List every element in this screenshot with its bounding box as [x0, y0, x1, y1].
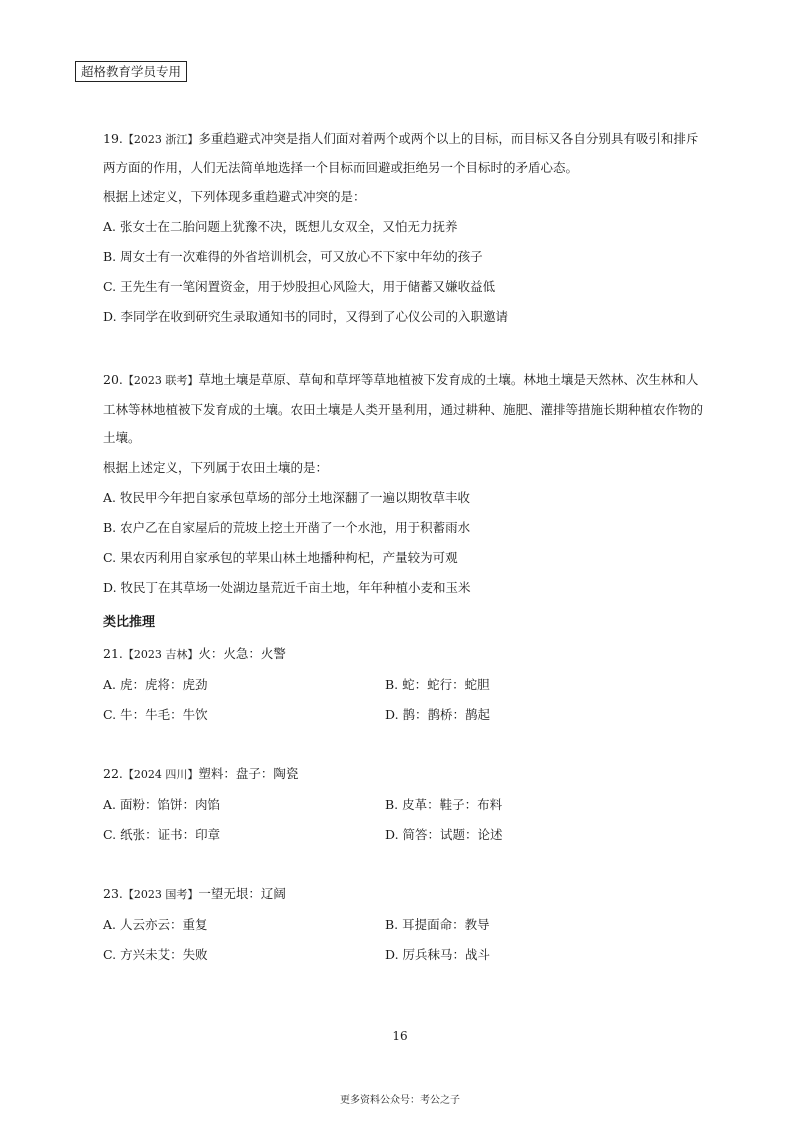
question-stem: 22.【2024 四川】塑料：盘子：陶瓷 [103, 766, 299, 781]
option-d: D. 李同学在收到研究生录取通知书的同时，又得到了心仪公司的入职邀请 [103, 309, 509, 324]
option-b: B. 周女士有一次难得的外省培训机会，可又放心不下家中年幼的孩子 [103, 249, 483, 264]
source-tag: 【2023 浙江】 [122, 133, 199, 146]
option-a: A. 张女士在二胎问题上犹豫不决，既想儿女双全，又怕无力抚养 [103, 219, 458, 234]
option-b: B. 蛇：蛇行：蛇胆 [385, 677, 490, 692]
option-d: D. 鹊：鹊桥：鹊起 [385, 707, 491, 722]
question-stem: 19.【2023 浙江】多重趋避式冲突是指人们面对着两个或两个以上的目标，而目标又各自分别具有吸引和排斥两方面的作用，人们无法简单地选择一个目标而回避或拒绝另一个目标时的矛盾心态。 [103, 131, 699, 175]
option-c: C. 牛：牛毛：牛饮 [103, 707, 208, 722]
option-b: B. 农户乙在自家屋后的荒坡上挖土开凿了一个水池，用于积蓄雨水 [103, 519, 471, 535]
question-19 [103, 125, 703, 332]
question-stem: 21.【2023 吉林】火：火急：火警 [103, 646, 286, 661]
option-c: C. 纸张：证书：印章 [103, 827, 221, 842]
source-tag: 【2024 四川】 [122, 768, 199, 781]
option-a: A. 人云亦云：重复 [103, 917, 208, 932]
option-b: B. 耳提面命：教导 [385, 917, 490, 932]
option-d: D. 牧民丁在其草场一处湖边垦荒近千亩土地，年年种植小麦和玉米 [103, 579, 471, 595]
question-prompt: 根据上述定义，下列属于农田土壤的是： [103, 459, 329, 475]
question-stem: 20.【2023 联考】草地土壤是草原、草甸和草坪等草地植被下发育成的土壤。林地土壤是天然林、次生林和人工林等林地植被下发育成的土壤。农田土壤是人类开垦利用，通过耕种、施肥、灌排等措施长期种植农作物的土壤。 [103, 372, 704, 445]
question-21 [103, 639, 703, 730]
option-d: D. 简答：试题：论述 [385, 827, 503, 842]
question-20 [103, 366, 703, 603]
option-c: C. 王先生有一笔闲置资金，用于炒股担心风险大，用于储蓄又嫌收益低 [103, 279, 496, 294]
option-a: A. 面粉：馅饼：肉馅 [103, 797, 220, 812]
footer-text: 更多资料公众号：考公之子 [340, 1095, 460, 1106]
header-label: 超格教育学员专用 [75, 61, 187, 82]
section-title: 类比推理 [103, 615, 156, 630]
option-b: B. 皮革：鞋子：布料 [385, 797, 503, 812]
source-tag: 【2023 国考】 [122, 888, 199, 901]
question-23 [103, 879, 703, 970]
question-stem: 23.【2023 国考】一望无垠：辽阔 [103, 886, 286, 901]
source-tag: 【2023 联考】 [122, 374, 199, 387]
question-22 [103, 759, 703, 850]
option-a: A. 牧民甲今年把自家承包草场的部分土地深翻了一遍以期牧草丰收 [103, 489, 470, 505]
option-c: C. 果农丙利用自家承包的苹果山林土地播种枸杞，产量较为可观 [103, 549, 458, 565]
question-prompt: 根据上述定义，下列体现多重趋避式冲突的是： [103, 189, 366, 204]
option-c: C. 方兴未艾：失败 [103, 947, 208, 962]
source-tag: 【2023 吉林】 [122, 648, 199, 661]
option-a: A. 虎：虎将：虎劲 [103, 677, 208, 692]
page-number: 16 [392, 1029, 408, 1043]
option-d: D. 厉兵秣马：战斗 [385, 947, 491, 962]
